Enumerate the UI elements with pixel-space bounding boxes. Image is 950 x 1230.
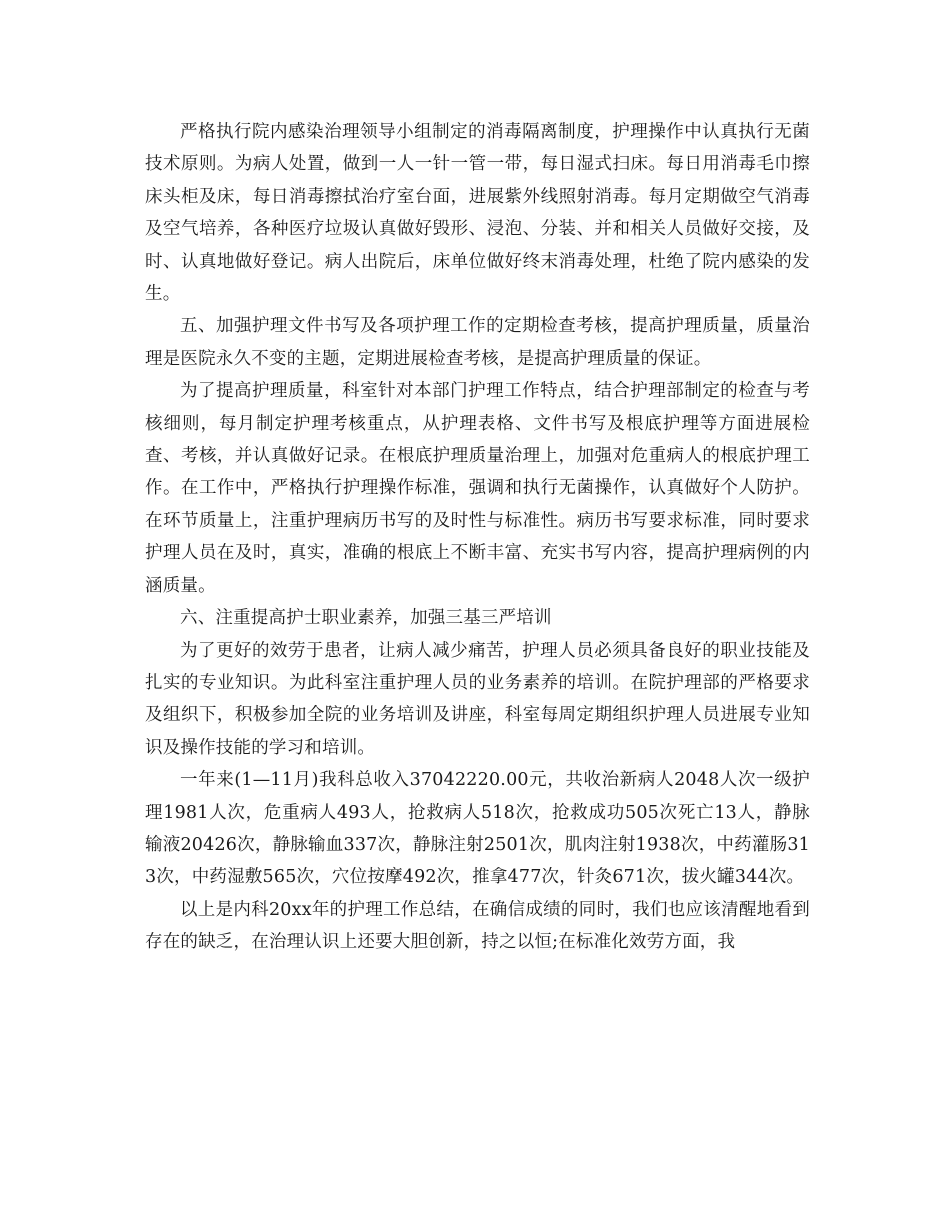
paragraph-quality-inspection: 为了提高护理质量，科室针对本部门护理工作特点，结合护理部制定的检查与考核细则，每月制定护理考核重点，从护理表格、文件书写及根底护理等方面进展检查、考核，并认真做好记录。在根底护理质量治理上，加强对危重病人的根底护理工作。在工作中，严格执行护理操作标准，强调和执行无菌操作，认真做好个人防护。在环节质量上，注重护理病历书写的及时性与标准性。病历书写要求标准，同时要求护理人员在及时，真实，准确的根底上不断丰富、充实书写内容，提高护理病例的内涵质量。 <box>145 381 810 596</box>
paragraph-section-six-heading: 六、注重提高护士职业素养，加强三基三严培训 <box>180 608 552 629</box>
paragraph-infection-control: 严格执行院内感染治理领导小组制定的消毒隔离制度，护理操作中认真执行无菌技术原则。为病人处置，做到一人一针一管一带，每日湿式扫床。每日用消毒毛巾擦床头柜及床，每日消毒擦拭治疗室台面，进展紫外线照射消毒。每月定期做空气消毒及空气培养，各种医疗垃圾认真做好毁形、浸泡、分装、并和相关人员做好交接，及时、认真地做好登记。病人出院后，床单位做好终末消毒处理，杜绝了院内感染的发生。 <box>145 122 810 305</box>
paragraph-section-five-heading: 五、加强护理文件书写及各项护理工作的定期检查考核，提高护理质量，质量治理是医院永久不变的主题，定期进展检查考核，是提高护理质量的保证。 <box>145 316 810 369</box>
paragraph-training: 为了更好的效劳于患者，让病人减少痛苦，护理人员必须具备良好的职业技能及扎实的专业知识。为此科室注重护理人员的业务素养的培训。在院护理部的严格要求及组织下，积极参加全院的业务培训及讲座，科室每周定期组织护理人员进展专业知识及操作技能的学习和培训。 <box>145 640 810 758</box>
paragraph-annual-statistics: 一年来(1—11月)我科总收入37042220.00元，共收治新病人2048人次一级护理1981人次，危重病人493人，抢救病人518次，抢救成功505次死亡13人，静脉输液20426次，静脉输血337次，静脉注射2501次，肌肉注射1938次，中药灌肠313次，中药湿敷565次，穴位按摩492次，推拿477次，针灸671次，拔火罐344次。 <box>145 770 810 888</box>
document-body <box>145 116 810 959</box>
paragraph-summary: 以上是内科20xx年的护理工作总结，在确信成绩的同时，我们也应该清醒地看到存在的缺乏，在治理认识上还要大胆创新，持之以恒;在标准化效劳方面，我 <box>145 899 810 953</box>
